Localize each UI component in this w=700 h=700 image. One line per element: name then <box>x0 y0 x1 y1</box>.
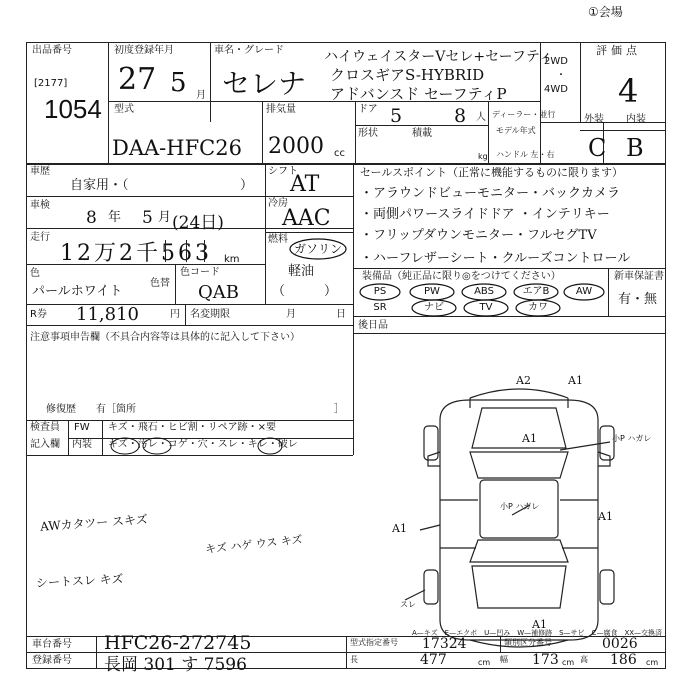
door-label: ドア <box>358 104 378 115</box>
color-code-label: 色コード <box>180 267 220 278</box>
chassis-value: HFC26-272745 <box>104 632 252 654</box>
equip-sr: SR <box>373 302 387 313</box>
inspection-day: (24日) <box>172 213 224 233</box>
first-reg-label: 初度登録年月 <box>114 45 174 56</box>
damage-legend: A—キズ E—エクボ U—凹み W—補修跡 S—サビ C—腐食 XX—交換済 <box>412 629 663 637</box>
type-value: DAA-HFC26 <box>112 136 242 160</box>
interior-check-label: 内装 <box>72 439 92 450</box>
plate-label: 登録番号 <box>32 655 72 666</box>
length-label: 長 <box>350 655 358 664</box>
exterior-label: 外装 <box>584 114 604 125</box>
color-code-value: QAB <box>198 282 239 303</box>
chassis-label: 車台番号 <box>32 639 72 650</box>
length-unit: cm <box>478 658 491 667</box>
drive-2wd: 2WD <box>544 56 568 67</box>
model-label: 車名・グレード <box>214 45 284 56</box>
transfer-label: 名変期限 <box>190 309 230 320</box>
note-roof: 小P ハガレ <box>612 434 652 443</box>
length-value: 477 <box>420 652 447 668</box>
selling-point-3: ・フリップダウンモニター・フルセグTV <box>360 228 597 243</box>
inspection-year-unit: 年 <box>108 210 122 225</box>
displacement-value: 2000 <box>268 134 324 159</box>
usage-label: 車歴 <box>30 166 50 177</box>
equip-navi: ナビ <box>412 300 456 316</box>
width-unit: cm <box>562 658 575 667</box>
equip-leather: カワ <box>516 300 560 316</box>
auction-sheet: ①会場 出品番号 [2177] 1054 初度登録年月 27 5 月 車名・グレード セレナ ハイウェイスターVセレ+セーフティ クロスギアS-HYBRID アドバンスド セーフティP 2WD ・ 4WD 評価点 4 型式 DAA-HFC26 排気量 2000 cc ドア 5 8 人 形状 積載 kg ディーラー・並行 モデル年式 ハンドル 左・右 外装 内装 C B 車歴 自家用・（ ） 車検 8 年 5 月 (24日) 走行 12万2千563 km シフト AT 冷房 AAC 燃料 ガソリン 軽油 （ ） 色 パールホワイト 色替 色コード QAB R券 11,810 円 名変期限 月 日 注意事項申告欄（不具合内容等は具体的に記入して下さい） 修復歴 有［箇所 ］ 検査員 記入欄 FW キズ・飛石・ヒビ割・リペア跡・×要 内装 キズ・汚レ・コゲ・穴・スレ・キレ・破レ AWカタツー スキズ キズ ハゲ ウス キズ シートスレ キズ セールスポイント（正常に機能するものに限ります） ・アラウンドビューモニター・バックカメラ ・両側パワースライドドア ・インテリキー ・フリップダウンモニター・フルセグTV ・ハーフレザーシート・クルーズコントロール 装備品（純正品に限り◎をつけてください） 新車保証書 有・無 PS PW ABS エアB AW SR ナビ TV カワ 後日品 A2 A1 A1 A1 A1 A1 小P ハガレ 小P ハガレ スレ A—キズ E—エクボ U—凹み W—補修跡 S—サビ C—腐食 XX—交換済 車台番号 HFC26-272745 登録番号 長岡 301 す 7596 型式指定番号 17324 類別区分番号 0026 長 477 cm 幅 173 cm 高 186 cm <box>0 0 700 700</box>
rear-seat-label: 後日品 <box>358 320 388 331</box>
width-value: 173 <box>532 652 559 668</box>
seating-value: 8 <box>454 105 467 127</box>
seating-unit: 人 <box>476 112 486 123</box>
equipment-label: 装備品（純正品に限り◎をつけてください） <box>362 271 561 282</box>
equip-aw: AW <box>564 284 604 300</box>
interior-grade: B <box>626 134 644 162</box>
fuel-gasoline: ガソリン <box>290 239 346 259</box>
note-hood: 小P ハガレ <box>500 502 540 511</box>
dealer-label: ディーラー・並行 <box>492 110 556 119</box>
first-reg-month: 5 <box>170 68 187 98</box>
selling-points-label: セールスポイント（正常に機能するものに限ります） <box>360 166 624 179</box>
car-name: セレナ <box>222 67 307 100</box>
selling-point-4: ・ハーフレザーシート・クルーズコントロール <box>360 251 631 266</box>
equip-pw: PW <box>410 284 454 300</box>
equip-ps: PS <box>360 284 400 300</box>
damage-mark-1: A2 <box>516 374 531 387</box>
exterior-grade: C <box>588 134 607 162</box>
grade-line-2: クロスギアS-HYBRID <box>330 66 485 84</box>
inspection-label: 車検 <box>30 200 50 211</box>
inspection-month-unit: 月 <box>158 210 172 225</box>
handwritten-note-1: AWカタツー スキズ <box>39 512 149 534</box>
equip-airbag: エアB <box>514 284 558 300</box>
color-change-label: 色替 <box>150 278 170 289</box>
venue-label: ①会場 <box>588 5 623 19</box>
door-value: 5 <box>390 105 403 127</box>
category-value: 0026 <box>602 636 638 652</box>
inspection-month: 5 <box>142 208 153 228</box>
displacement-unit: cc <box>334 148 345 159</box>
height-unit: cm <box>646 658 659 667</box>
interior-check-items: キズ・汚レ・コゲ・穴・スレ・キレ・破レ <box>108 439 298 450</box>
transfer-month-unit: 月 <box>286 309 296 320</box>
aircon-value: AAC <box>282 206 331 231</box>
capacity-label: 積載 <box>412 128 432 139</box>
handwritten-note-3: シートスレ キズ <box>35 571 124 591</box>
usage-value: 自家用・（ <box>70 178 129 193</box>
lot-code: [2177] <box>34 78 68 89</box>
transfer-day-unit: 日 <box>336 309 346 320</box>
model-year-label: モデル年式 <box>496 126 536 135</box>
fuel-label: 燃料 <box>268 234 288 245</box>
damage-mark-6: A1 <box>532 618 547 631</box>
equip-abs: ABS <box>462 284 506 300</box>
interior-label: 内装 <box>626 114 646 125</box>
damage-mark-4: A1 <box>598 510 613 523</box>
damage-mark-5: A1 <box>392 522 407 535</box>
shift-value: AT <box>290 172 320 197</box>
handwritten-note-2: キズ ハゲ ウス キズ <box>204 532 304 557</box>
lot-number: 1054 <box>44 94 102 124</box>
fuel-other: （ ） <box>272 284 338 299</box>
check-label: 検査員 <box>30 422 60 433</box>
selling-point-2: ・両側パワースライドドア ・インテリキー <box>360 207 610 222</box>
width-label: 幅 <box>500 655 508 664</box>
shift-label: シフト <box>268 166 298 177</box>
height-value: 186 <box>610 652 637 668</box>
warranty-label: 新車保証書 <box>614 271 664 282</box>
damage-mark-3: A1 <box>522 432 537 445</box>
color-label: 色 <box>30 268 40 279</box>
fuel-diesel: 軽油 <box>288 264 315 279</box>
score-value: 4 <box>618 72 639 110</box>
lot-label: 出品番号 <box>32 45 72 56</box>
fw-label: FW <box>74 422 90 433</box>
model-cert-label: 型式指定番号 <box>350 638 398 647</box>
handle-label: ハンドル 左・右 <box>496 150 555 159</box>
warranty-value: 有・無 <box>618 292 658 307</box>
tax-value: 11,810 <box>76 304 139 325</box>
tax-label: R券 <box>30 309 47 320</box>
displacement-label: 排気量 <box>266 104 296 115</box>
repair-value: 有［箇所 <box>96 404 136 415</box>
fw-items: キズ・飛石・ヒビ割・リペア跡・×要 <box>108 422 276 433</box>
drive-4wd: 4WD <box>544 84 568 95</box>
selling-point-1: ・アラウンドビューモニター・バックカメラ <box>360 186 621 201</box>
category-label: 類別区分番号 <box>504 638 552 647</box>
score-label: 評価点 <box>596 44 641 57</box>
damage-mark-2: A1 <box>568 374 583 387</box>
repair-label: 修復歴 <box>46 404 76 415</box>
height-label: 高 <box>580 655 588 664</box>
mileage-value: 12万2千563 <box>60 241 212 266</box>
note-bottom: スレ <box>400 600 416 609</box>
type-label: 型式 <box>114 104 134 115</box>
grade-line-3: アドバンスド セーフティP <box>330 85 507 103</box>
first-reg-year: 27 <box>118 62 157 97</box>
model-cert-value: 17324 <box>422 636 467 652</box>
plate-value: 長岡 301 す 7596 <box>104 655 247 675</box>
aircon-label: 冷房 <box>268 198 288 209</box>
shape-label: 形状 <box>358 128 378 139</box>
remarks-label: 注意事項申告欄（不具合内容等は具体的に記入して下さい） <box>30 332 300 343</box>
repair-close: ］ <box>334 404 344 415</box>
usage-close: ） <box>240 178 254 193</box>
grade-line-1: ハイウェイスターVセレ+セーフティ <box>324 49 553 65</box>
color-value: パールホワイト <box>32 284 123 299</box>
mileage-label: 走行 <box>30 232 50 243</box>
first-reg-month-unit: 月 <box>196 90 206 101</box>
capacity-unit: kg <box>478 152 488 161</box>
equip-tv: TV <box>464 300 508 316</box>
inspection-year: 8 <box>86 208 97 228</box>
mileage-unit: km <box>224 254 240 265</box>
entry-label: 記入欄 <box>30 439 60 450</box>
tax-unit: 円 <box>170 309 180 320</box>
